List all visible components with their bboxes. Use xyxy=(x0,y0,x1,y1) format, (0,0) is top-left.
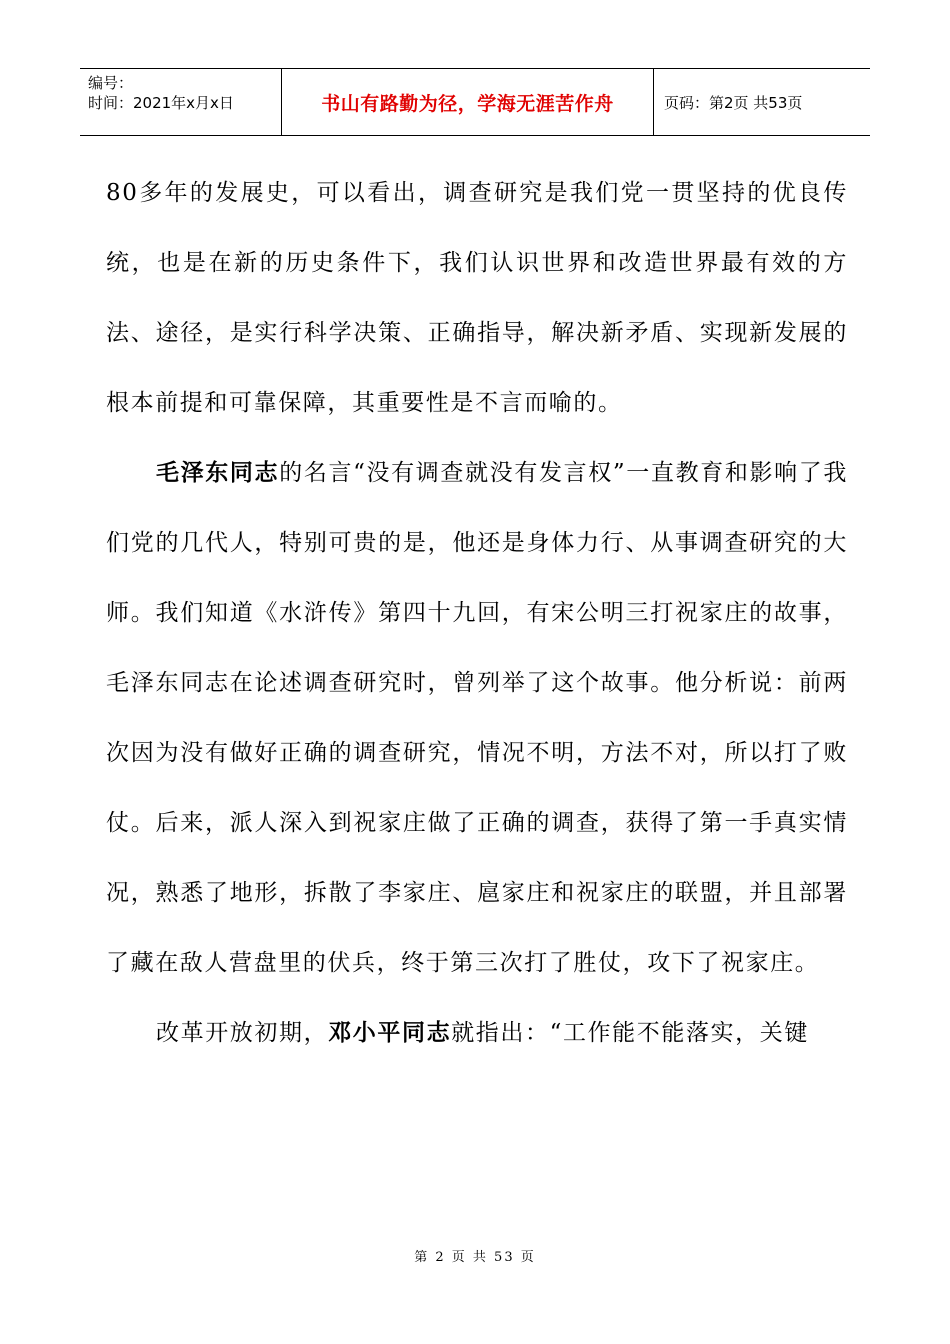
paragraph-3-text: 就指出：“工作能不能落实，关键 xyxy=(451,1020,809,1046)
number-label: 编号： xyxy=(88,74,134,92)
paragraph-3 xyxy=(106,998,848,1068)
paragraph-3-start: 改革开放初期， xyxy=(156,1020,329,1046)
time-label: 时间：2021年x月x日 xyxy=(88,94,234,112)
paragraph-1: 80多年的发展史，可以看出，调查研究是我们党一贯坚持的优良传统，也是在新的历史条件下，我们认识世界和改造世界最有效的方法、途径，是实行科学决策、正确指导，解决新矛盾、实现新发展的根本前提和可靠保障，其重要性是不言而喻的。 xyxy=(106,180,848,416)
document-body xyxy=(106,158,848,1068)
paragraph-2 xyxy=(106,438,848,998)
header-slogan: 书山有路勤为径，学海无涯苦作舟 xyxy=(282,69,654,135)
page-footer: 第 2 页 共 53 页 xyxy=(414,1250,536,1265)
page-header xyxy=(80,68,870,136)
mao-name: 毛泽东同志 xyxy=(156,459,280,486)
paragraph-2-text: 的名言“没有调查就没有发言权”一直教育和影响了我们党的几代人，特别可贵的是，他还是身体力行、从事调查研究的大师。我们知道《水浒传》第四十九回，有宋公明三打祝家庄的故事，毛泽东同志在论述调查研究时，曾列举了这个故事。他分析说：前两次因为没有做好正确的调查研究，情况不明，方法不对，所以打了败仗。后来，派人深入到祝家庄做了正确的调查，获得了第一手真实情况，熟悉了地形，拆散了李家庄、扈家庄和祝家庄的联盟，并且部署了藏在敌人营盘里的伏兵，终于第三次打了胜仗，攻下了祝家庄。 xyxy=(106,460,849,976)
deng-name: 邓小平同志 xyxy=(328,1019,452,1046)
header-page-info: 页码：第2页 共53页 xyxy=(664,93,803,112)
header-meta xyxy=(80,69,282,135)
